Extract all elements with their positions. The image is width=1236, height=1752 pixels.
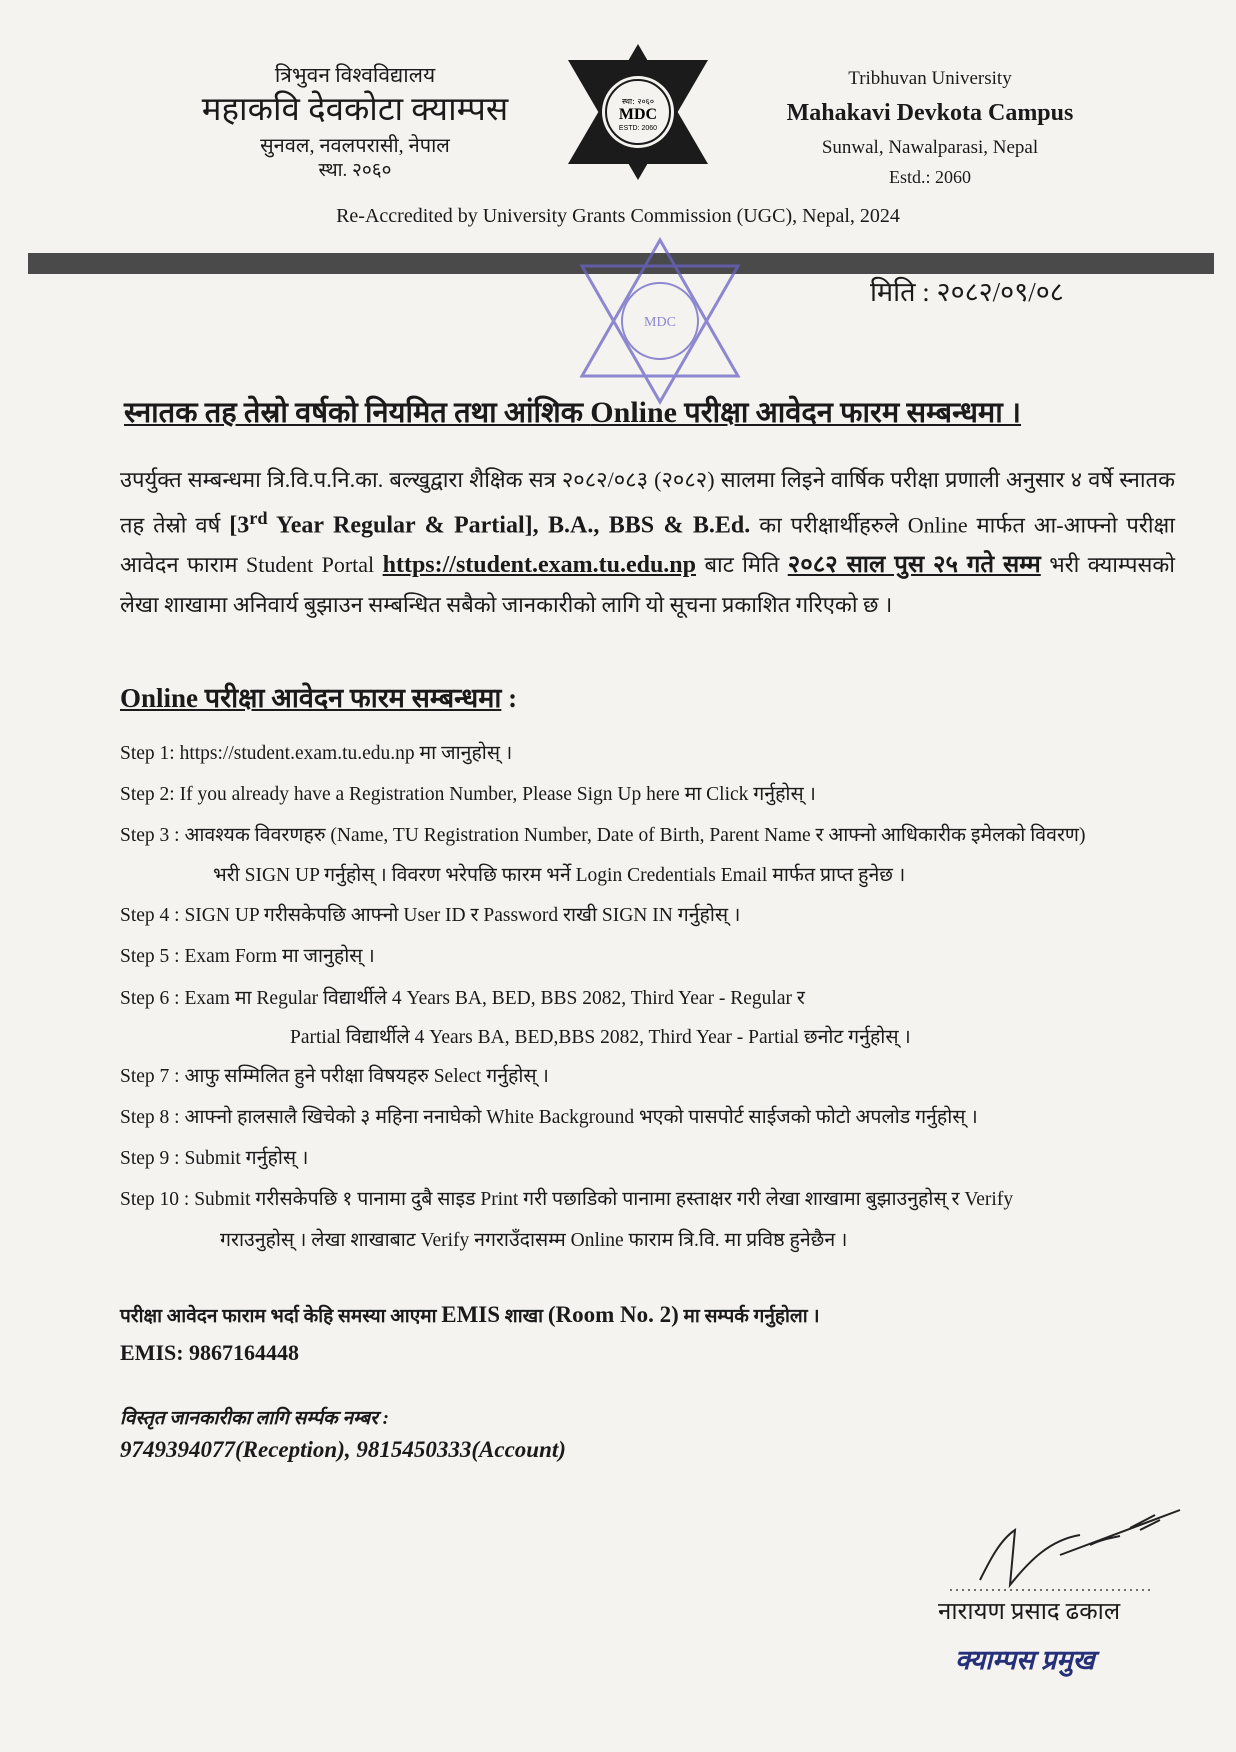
accreditation-line: Re-Accredited by University Grants Commission (UGC), Nepal, 2024 <box>336 205 900 227</box>
campus-logo <box>558 42 718 182</box>
body-p2: का परीक्षार्थीहरुले Online मार्फत आ-आफ्नो परीक्षा आवेदन फाराम Student Portal <box>120 512 1176 578</box>
step-3-continued: भरी SIGN UP गर्नुहोस् । विवरण भरेपछि फारम भर्ने Login Credentials Email मार्फत प्राप्त हुनेछ । <box>213 865 906 886</box>
step-10: Step 10 : Submit गरीसकेपछि १ पानामा दुबै साइड Print गरी पछाडिको पानामा हस्ताक्षर गरी लेखा शाखामा बुझाउनुहोस् र Verify <box>120 1189 1014 1210</box>
deadline: २०८२ साल पुस २५ गते सम्म <box>787 552 1041 579</box>
body-p4: भरी क्याम्पसको लेखा शाखामा अनिवार्य बुझाउन सम्बन्धित सबैको जानकारीको लागि यो सूचना प्रकाशित गरिएको छ । <box>120 552 1175 618</box>
section-title: Online परीक्षा आवेदन फारम सम्बन्धमा <box>120 683 502 713</box>
body-p3: बाट मिति <box>696 552 788 578</box>
campus-stamp <box>560 236 760 406</box>
notice-date: मिति : २०८२/०९/०८ <box>870 277 1064 307</box>
step-6-continued: Partial विद्यार्थीले 4 Years BA, BED,BBS 2082, Third Year - Partial छनोट गर्नुहोस् । <box>290 1027 911 1048</box>
step-1: Step 1: https://student.exam.tu.edu.np मा जानुहोस् । <box>120 743 513 764</box>
step-10-continued: गराउनुहोस् । लेखा शाखाबाट Verify नगराउँदासम्म Online फाराम त्रि.वि. मा प्रविष्ठ हुनेछैन । <box>220 1230 848 1251</box>
subject-part1: स्नातक तह तेस्रो वर्षको नियमित तथा आंशिक <box>124 397 591 429</box>
np-university-name: त्रिभुवन विश्वविद्यालय <box>274 63 436 87</box>
contact-1b: EMIS <box>441 1302 501 1327</box>
np-address: सुनवल, नवलपरासी, नेपाल <box>260 134 450 157</box>
stamp-abbr: MDC <box>644 315 676 330</box>
contact-1a: परीक्षा आवेदन फाराम भर्दा केहि समस्या आएमा <box>120 1306 442 1327</box>
en-address: Sunwal, Nawalparasi, Nepal <box>821 136 1039 158</box>
en-university-name: Tribhuvan University <box>848 68 1012 89</box>
contact-1e: मा सम्पर्क गर्नुहोला । <box>678 1306 820 1327</box>
contact-1c: शाखा <box>500 1306 548 1327</box>
section-colon: : <box>501 683 518 713</box>
section-heading <box>120 678 517 715</box>
np-estd: स्था. २०६० <box>318 159 392 181</box>
step-5: Step 5 : Exam Form मा जानुहोस् । <box>120 946 375 967</box>
subject-part2: परीक्षा आवेदन फारम सम्बन्धमा । <box>677 397 1022 429</box>
signature-image <box>940 1500 1190 1595</box>
body-p1: उपर्युक्त सम्बन्धमा त्रि.वि.प.नि.का. बल्खुद्वारा शैक्षिक सत्र २०८२/०८३ (२०८२) सालमा लिइने वार्षिक परीक्षा प्रणाली अनुसार ४ वर्षे स्नातक तह तेस्रो वर्ष <box>120 467 1175 538</box>
step-3: Step 3 : आवश्यक विवरणहरु (Name, TU Registration Number, Date of Birth, Parent Name र आफ्नो आधिकारीक इमेलको विवरण) <box>120 825 1086 846</box>
body-year-a: [3 <box>229 512 250 539</box>
logo-abbr: MDC <box>618 106 658 123</box>
header-english <box>740 64 1120 192</box>
notice-body <box>120 460 1175 624</box>
body-year-b: Year Regular & Partial] <box>267 512 533 539</box>
signatory-name: नारायण प्रसाद ढकाल <box>938 1599 1121 1625</box>
step-2: Step 2: If you already have a Registration Number, Please Sign Up here मा Click गर्नुहोस् । <box>120 784 816 805</box>
logo-rel: स्था: २०६० <box>621 97 655 106</box>
student-portal-link[interactable]: https://student.exam.tu.edu.np <box>382 552 697 579</box>
logo-estd: ESTD: 2060 <box>618 125 658 132</box>
notice-subject <box>124 392 1174 431</box>
signatory-title: क्याम्पस प्रमुख <box>955 1645 1095 1675</box>
en-campus-name: Mahakavi Devkota Campus <box>786 100 1074 127</box>
step-8: Step 8 : आफ्नो हालसालै खिचेको ३ महिना ननाघेको White Background भएको पासपोर्ट साईजको फोटो अपलोड गर्नुहोस् । <box>120 1107 978 1128</box>
en-estd: Estd.: 2060 <box>888 167 971 188</box>
step-7: Step 7 : आफु सम्मिलित हुने परीक्षा विषयहरु Select गर्नुहोस् । <box>120 1066 549 1087</box>
step-6: Step 6 : Exam मा Regular विद्यार्थीले 4 Years BA, BED, BBS 2082, Third Year - Regular र <box>120 988 805 1009</box>
step-9: Step 9 : Submit गर्नुहोस् । <box>120 1148 309 1169</box>
header-nepali <box>170 62 540 182</box>
contact-numbers: 9749394077(Reception), 9815450333(Account) <box>120 1437 566 1462</box>
np-campus-name: महाकवि देवकोटा क्याम्पस <box>201 92 509 129</box>
more-info-label: विस्तृत जानकारीका लागि सर्म्पक नम्बर : <box>120 1408 389 1429</box>
body-year-sup: rd <box>249 508 268 528</box>
emis-number: EMIS: 9867164448 <box>120 1340 300 1365</box>
subject-online: Online <box>590 396 677 429</box>
step-4: Step 4 : SIGN UP गरीसकेपछि आफ्नो User ID र Password राखी SIGN IN गर्नुहोस् । <box>120 905 741 926</box>
emis-contact-line <box>120 1302 820 1328</box>
body-courses: , B.A., BBS & B.Ed. <box>532 512 751 539</box>
contact-1d: (Room No. 2) <box>547 1302 679 1327</box>
